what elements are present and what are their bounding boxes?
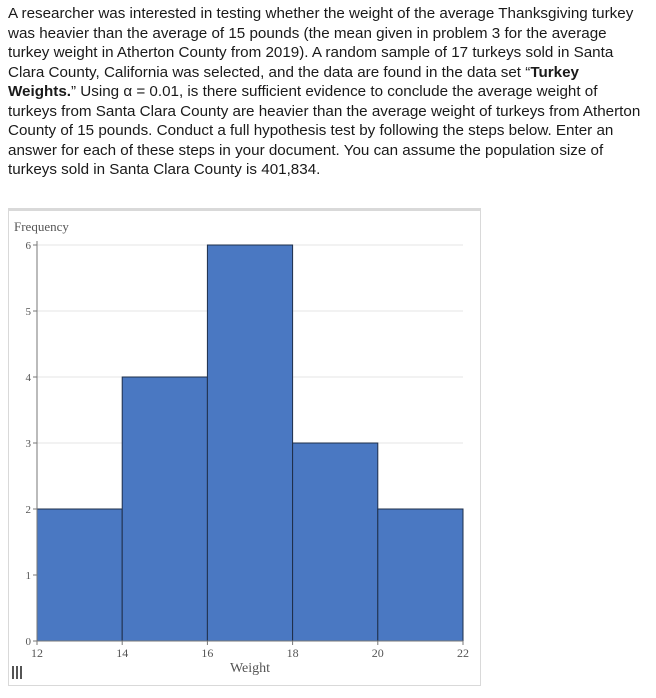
y-tick-label: 1 [25,570,31,582]
y-tick-label: 3 [25,438,31,450]
y-axis-label: Frequency [14,219,69,234]
y-tick-label: 0 [25,636,31,648]
histogram-bar [207,245,292,641]
histogram-bar [122,377,207,641]
x-tick-label: 18 [286,646,299,660]
x-tick-label: 14 [116,646,129,660]
y-tick-label: 5 [25,306,31,318]
x-tick-label: 22 [457,646,469,660]
y-tick-label: 6 [25,240,31,252]
problem-text-part1: A researcher was interested in testing whether the weight of the average Thanksgiving turkey was heavier than the average of 15 pounds (the mean given in problem 3 for the average turkey weight in Atherton County from 2019). A random sample of 17 turkeys sold in Santa Clara County, California was selected, and the data are found in the data set “ [8,5,634,81]
x-tick-label: 12 [31,646,43,660]
problem-statement [8,4,644,180]
y-tick-label: 2 [25,504,31,516]
histogram-chart [8,208,481,686]
problem-text-part2: ” Using α = 0.01, is there sufficient evidence to conclude the average weight of turkeys from Santa Clara County are heavier than the average weight of turkeys from Atherton County of 15 pounds. Conduct a full hypothesis test by following the steps below. Enter an answer for each of these steps in your document. You can assume the population size of turkeys sold in Santa Clara County is 401,834. [8,83,641,178]
y-tick-label: 4 [25,372,31,384]
x-axis-label: Weight [229,661,271,676]
x-tick-label: 16 [201,646,214,660]
menu-icon[interactable] [12,666,24,680]
histogram-bar [37,509,122,641]
histogram-bar [293,443,378,641]
dataset-name: Turkey Weights. [8,63,579,100]
histogram-bar [378,509,463,641]
x-tick-label: 20 [371,646,384,660]
histogram-svg [9,211,480,684]
